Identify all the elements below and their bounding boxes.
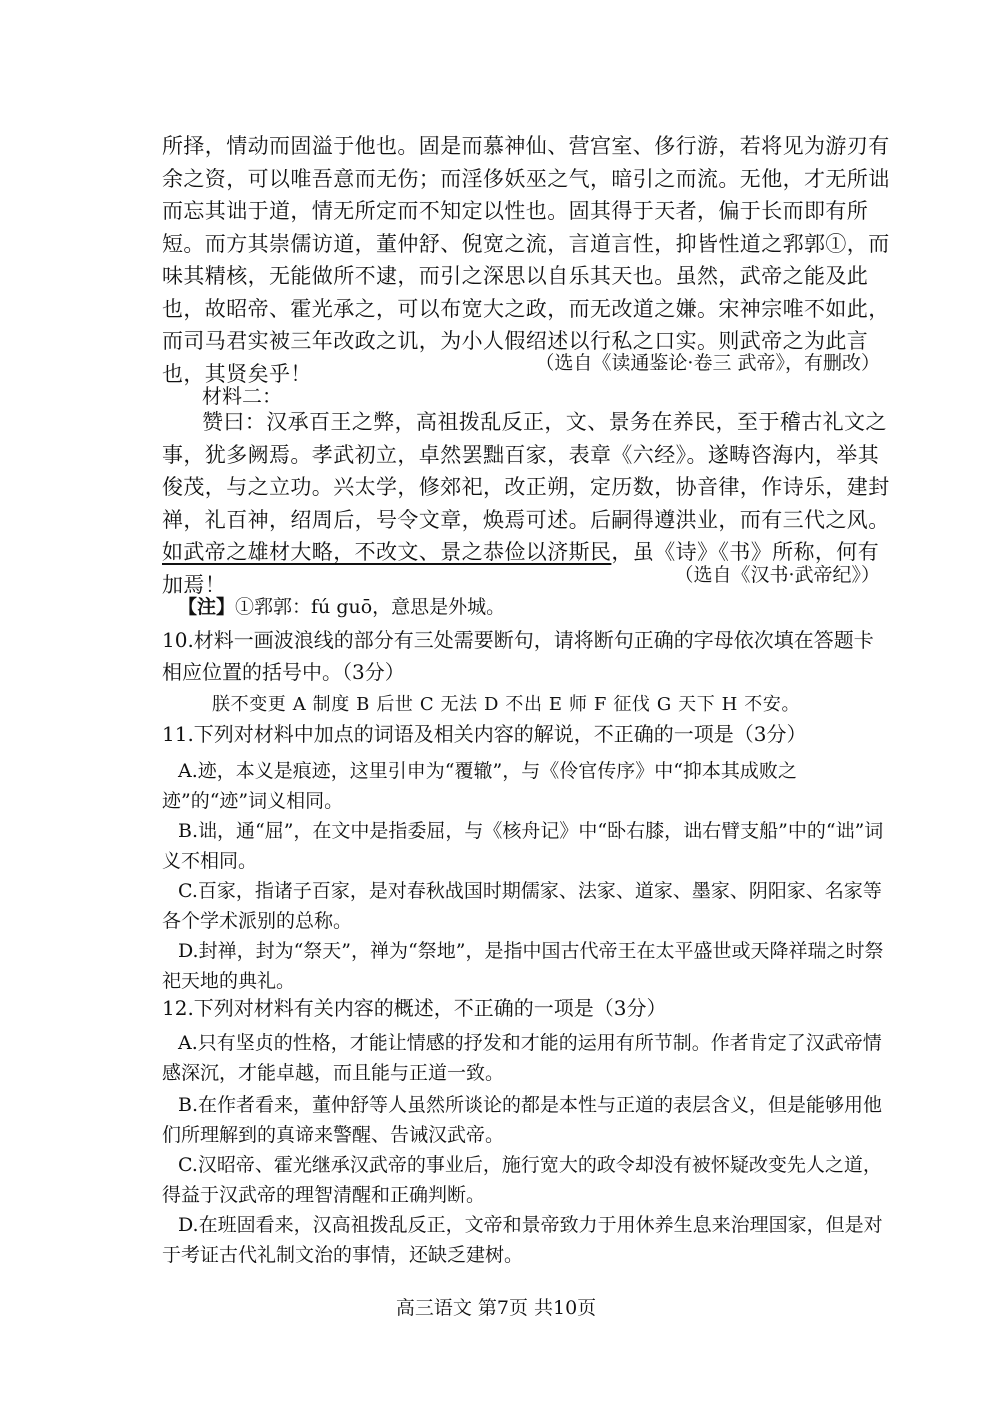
question-12-option-c: C.汉昭帝、霍光继承汉武帝的事业后，施行宽大的政令却没有被怀疑改变先人之道，得益于汉武帝的理智清醒和正确判断。: [162, 1154, 882, 1206]
question-11-option-c: C.百家，指诸子百家，是对春秋战国时期儒家、法家、道家、墨家、阴阳家、名家等各个学术派别的总称。: [162, 880, 882, 932]
question-12-stem: 12.下列对材料有关内容的概述，不正确的一项是（3分）: [162, 996, 667, 1020]
material2-text-before: 赞曰：汉承百王之弊，高祖拨乱反正，文、景务在养民，至于稽古礼文之事，犹多阙焉。孝武初立，卓然罢黜百家，表章《六经》。遂畴咨海内，举其俊茂，与之立功。兴太学，修郊祀，改正朔，定历数，协音律，作诗乐，建封禅，礼百神，绍周后，号令文章，焕焉可述。后嗣得遵洪业，而有三代之风。: [162, 410, 890, 532]
note-text: ①郛郭：fú guō，意思是外城。: [235, 596, 506, 618]
material2-label: 材料二：: [202, 384, 282, 408]
question-12-option-b: B.在作者看来，董仲舒等人虽然所谈论的都是本性与正道的表层含义，但是能够用他们所理解到的真谛来警醒、告诫汉武帝。: [162, 1094, 883, 1146]
material1-source: （选自《读通鉴论·卷三 武帝》，有删改）: [535, 352, 880, 374]
material2-source: （选自《汉书·武帝纪》）: [674, 564, 880, 586]
annotation-note: [178, 592, 505, 619]
question-11-option-a: A.迹，本义是痕迹，这里引申为“覆辙”，与《伶官传序》中“抑本其成败之迹”的“迹”词义相同。: [162, 760, 797, 812]
note-label: 【注】: [178, 596, 236, 618]
question-11-stem: 11.下列对材料中加点的词语及相关内容的解说，不正确的一项是（3分）: [162, 722, 807, 746]
question-12-option-a: A.只有坚贞的性格，才能让情感的抒发和才能的运用有所节制。作者肯定了汉武帝情感深沉，才能卓越，而且能与正道一致。: [162, 1032, 882, 1084]
question-12-option-d: D.在班固看来，汉高祖拨乱反正，文帝和景帝致力于用休养生息来治理国家，但是对于考证古代礼制文治的事情，还缺乏建树。: [162, 1214, 883, 1266]
material2-text-after: ，虽《诗》《书》所称，何有加焉！: [162, 540, 880, 597]
question-10-sentence: 朕不变更 A 制度 B 后世 C 无法 D 不出 E 师 F 征伐 G 天下 H 不安。: [212, 694, 801, 715]
question-11-option-b: B.诎，通“屈”，在文中是指委屈，与《核舟记》中“卧右膝，诎右臂支船”中的“诎”词义不相同。: [162, 820, 884, 872]
page-footer: 高三语文 第7页 共10页: [395, 1297, 597, 1319]
material2-underlined-sentence: 如武帝之雄材大略，不改文、景之恭俭以济斯民: [162, 540, 612, 564]
material1-paragraph: 所择，情动而固溢于他也。固是而慕神仙、营宫室、侈行游，若将见为游刃有余之资，可以唯吾意而无伤；而淫侈妖巫之气，暗引之而流。无他，才无所诎而忘其诎于道，情无所定而不知定以性也。固其得于天者，偏于长而即有所短。而方其崇儒访道，董仲舒、倪宽之流，言道言性，抑皆性道之郛郭①，而味其精核，无能做所不逮，而引之深思以自乐其天也。虽然，武帝之能及此也，故昭帝、霍光承之，可以布宽大之政，而无改道之嫌。宋神宗唯不如此，而司马君实被三年改政之讥，为小人假绍述以行私之口实。则武帝之为此言也，其贤矣乎！: [162, 134, 890, 386]
question-11-option-d: D.封禅，封为“祭天”，禅为“祭地”，是指中国古代帝王在太平盛世或天降祥瑞之时祭祀天地的典礼。: [162, 940, 884, 992]
question-10-stem: 10.材料一画波浪线的部分有三处需要断句，请将断句正确的字母依次填在答题卡相应位置的括号中。（3分）: [162, 628, 874, 684]
